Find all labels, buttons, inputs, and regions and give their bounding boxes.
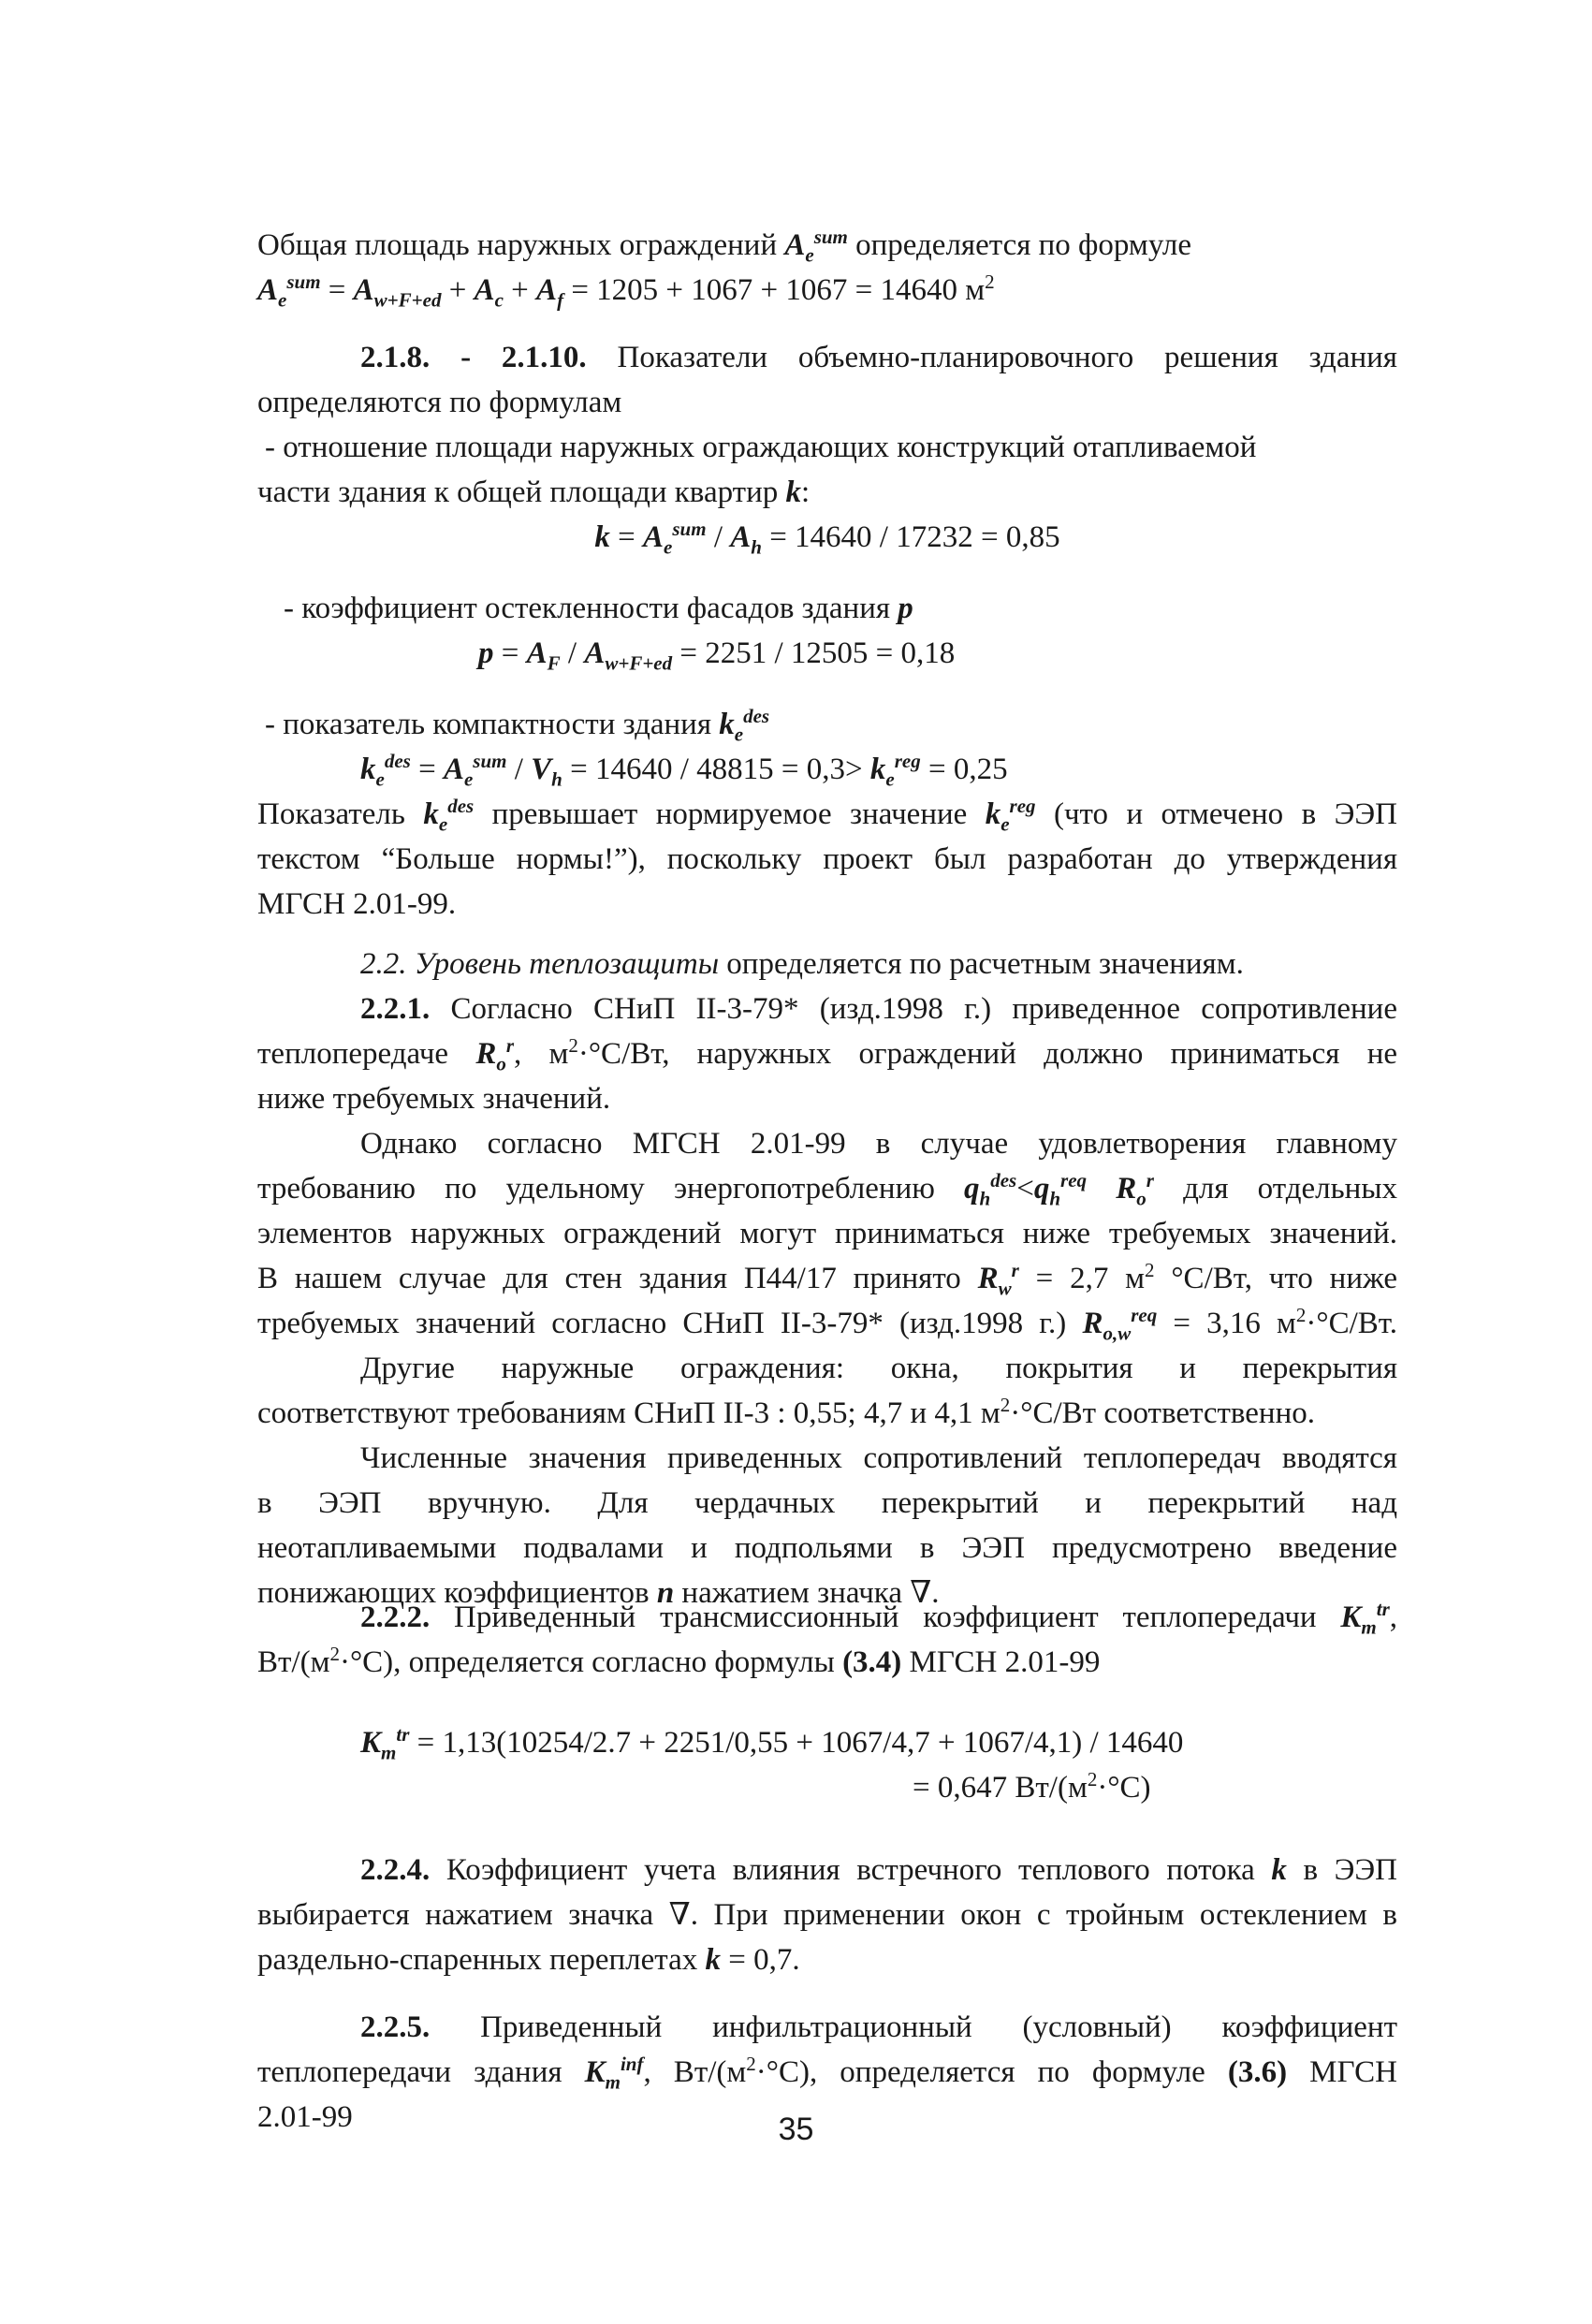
glazing-formula: $p = A_F / A_{w+F+ed} = 2251 / 12505 = 0,18$ xyxy=(478,636,956,675)
compactness-line: - показатель компактности здания $k_e^{des}$ xyxy=(265,705,770,746)
kmtr-formula-line1: $K_m^{tr} = 1,13(10254/2.7 + 2251/0,55 + 1067/4,7 + 1067/4,1) / 14640$ xyxy=(360,1723,1184,1764)
section-2-2-1-p2-line3: элементов наружных ограждений могут приниматься ниже требуемых значений. xyxy=(257,1217,1397,1250)
compactness-note-line2: текстом “Больше нормы!”), поскольку проект был разработан до утверждения xyxy=(257,842,1397,876)
section-2-2-2-line1: 2.2.2. Приведенный трансмиссионный коэффициент теплопередачи $K_m^{tr}$, xyxy=(360,1598,1397,1639)
section-2-2-1-p4-line2: в ЭЭП вручную. Для чердачных перекрытий и перекрытий над xyxy=(257,1486,1397,1520)
section-2-2-4-line3: раздельно-спаренных переплетах k = 0,7. xyxy=(257,1943,800,1977)
intro-line: Общая площадь наружных ограждений $A_e^{sum}$ определяется по формуле xyxy=(257,226,1191,267)
section-2-2-1-p2-line2: требованию по удельному энергопотреблению $q_h^{des}<q_h^{req}$ $R_o^r$ для отдельных xyxy=(257,1169,1397,1210)
section-2-2-5-line3: 2.01-99 xyxy=(257,2100,353,2134)
glazing-line: - коэффициент остекленности фасадов здания p xyxy=(284,592,913,625)
kmtr-formula xyxy=(257,1720,1397,1810)
section-2-2-1-line2: теплопередаче $R_o^r$, $м^2\cdot^\circ С/Вт$, наружных ограждений должно приниматься не xyxy=(257,1034,1398,1075)
glazing-block xyxy=(257,586,1397,676)
section-2-2-2 xyxy=(257,1595,1397,1685)
section-2-2-1-p2-line5: требуемых значений согласно СНиП II-3-79* (изд.1998 г.) $R_{o,w}^{req} = 3,16$ $м^2\cdot^\circ С/Вт$. xyxy=(257,1304,1397,1345)
section-2-2-1-p4-line4: понижающих коэффициентов n нажатием значка ∇. xyxy=(257,1576,940,1610)
compactness-note-line1: Показатель $k_e^{des}$ превышает нормируемое значение $k_e^{reg}$ (что и отмечено в ЭЭП xyxy=(257,795,1397,836)
section-2-1-8-line2: определяются по формулам xyxy=(257,386,622,419)
compactness-formula: $k_e^{des} = A_e^{sum} / V_h = 14640 / 48815 = 0,3> k_e^{reg} = 0,25$ xyxy=(360,750,1008,791)
k-formula: $k = A_e^{sum} / A_h = 14640 / 17232 = 0,85$ xyxy=(594,518,1060,559)
section-2-2 xyxy=(257,942,1397,987)
section-2-2-1-p4-line1: Численные значения приведенных сопротивлений теплопередач вводятся xyxy=(360,1441,1397,1475)
compactness-block xyxy=(257,702,1397,927)
section-2-2-1 xyxy=(257,987,1397,1615)
total-area-formula: $A_e^{sum} = A_{w+F+ed} + A_c + A_f = 1205 + 1067 + 1067 = 14640$ $м^2$ xyxy=(257,270,995,312)
section-2-2-2-line2: $Вт/(м^2\cdot^\circ С)$, определяется согласно формулы (3.4) МГСН 2.01-99 xyxy=(257,1643,1101,1679)
section-2-2-1-p3-line1: Другие наружные ограждения: окна, покрытия и перекрытия xyxy=(360,1352,1397,1385)
compactness-note-line3: МГСН 2.01-99. xyxy=(257,887,457,921)
section-2-2-1-p4-line3: неотапливаемыми подвалами и подпольями в ЭЭП предусмотрено введение xyxy=(257,1531,1397,1565)
page-number: 35 xyxy=(778,2112,814,2147)
intro-block xyxy=(257,223,1397,313)
section-2-1-8-line4: части здания к общей площади квартир k: xyxy=(257,475,811,509)
section-2-2-5-line1: 2.2.5. Приведенный инфильтрационный (условный) коэффициент xyxy=(360,2010,1397,2044)
section-2-2-4 xyxy=(257,1848,1397,1982)
section-2-2-line: 2.2. Уровень теплозащиты определяется по расчетным значениям. xyxy=(360,947,1244,981)
section-2-2-1-p2-line1: Однако согласно МГСН 2.01-99 в случае удовлетворения главному xyxy=(360,1127,1397,1161)
section-2-1-8-line1: 2.1.8. - 2.1.10. Показатели объемно-планировочного решения здания xyxy=(360,341,1397,374)
section-2-2-1-p2-line4: В нашем случае для стен здания П44/17 принято $R_w^r = 2,7$ $м^2$ °С/Вт, что ниже xyxy=(257,1259,1397,1300)
section-2-2-1-line3: ниже требуемых значений. xyxy=(257,1082,611,1116)
section-2-2-5-line2: теплопередачи здания $K_m^{inf}$, $Вт/(м^2\cdot^\circ С)$, определяется по формуле (3.6) МГСН xyxy=(257,2053,1397,2094)
section-2-2-4-line1: 2.2.4. Коэффициент учета влияния встречного теплового потока k в ЭЭП xyxy=(360,1853,1398,1887)
section-2-1-8 xyxy=(257,335,1397,560)
section-2-2-1-line1: 2.2.1. Согласно СНиП II-3-79* (изд.1998 г.) приведенное сопротивление xyxy=(360,992,1397,1026)
section-2-2-4-line2: выбирается нажатием значка ∇. При применении окон с тройным остеклением в xyxy=(257,1898,1397,1932)
kmtr-formula-line2: = 0,647 $Вт/(м^2\cdot^\circ С)$ xyxy=(913,1768,1151,1805)
section-2-2-1-p3-line2: соответствуют требованиям СНиП II-3 : 0,55; 4,7 и 4,1 $м^2\cdot^\circ С/Вт$ соответственно. xyxy=(257,1394,1315,1430)
section-2-1-8-line3: - отношение площади наружных ограждающих конструкций отапливаемой xyxy=(265,431,1257,464)
